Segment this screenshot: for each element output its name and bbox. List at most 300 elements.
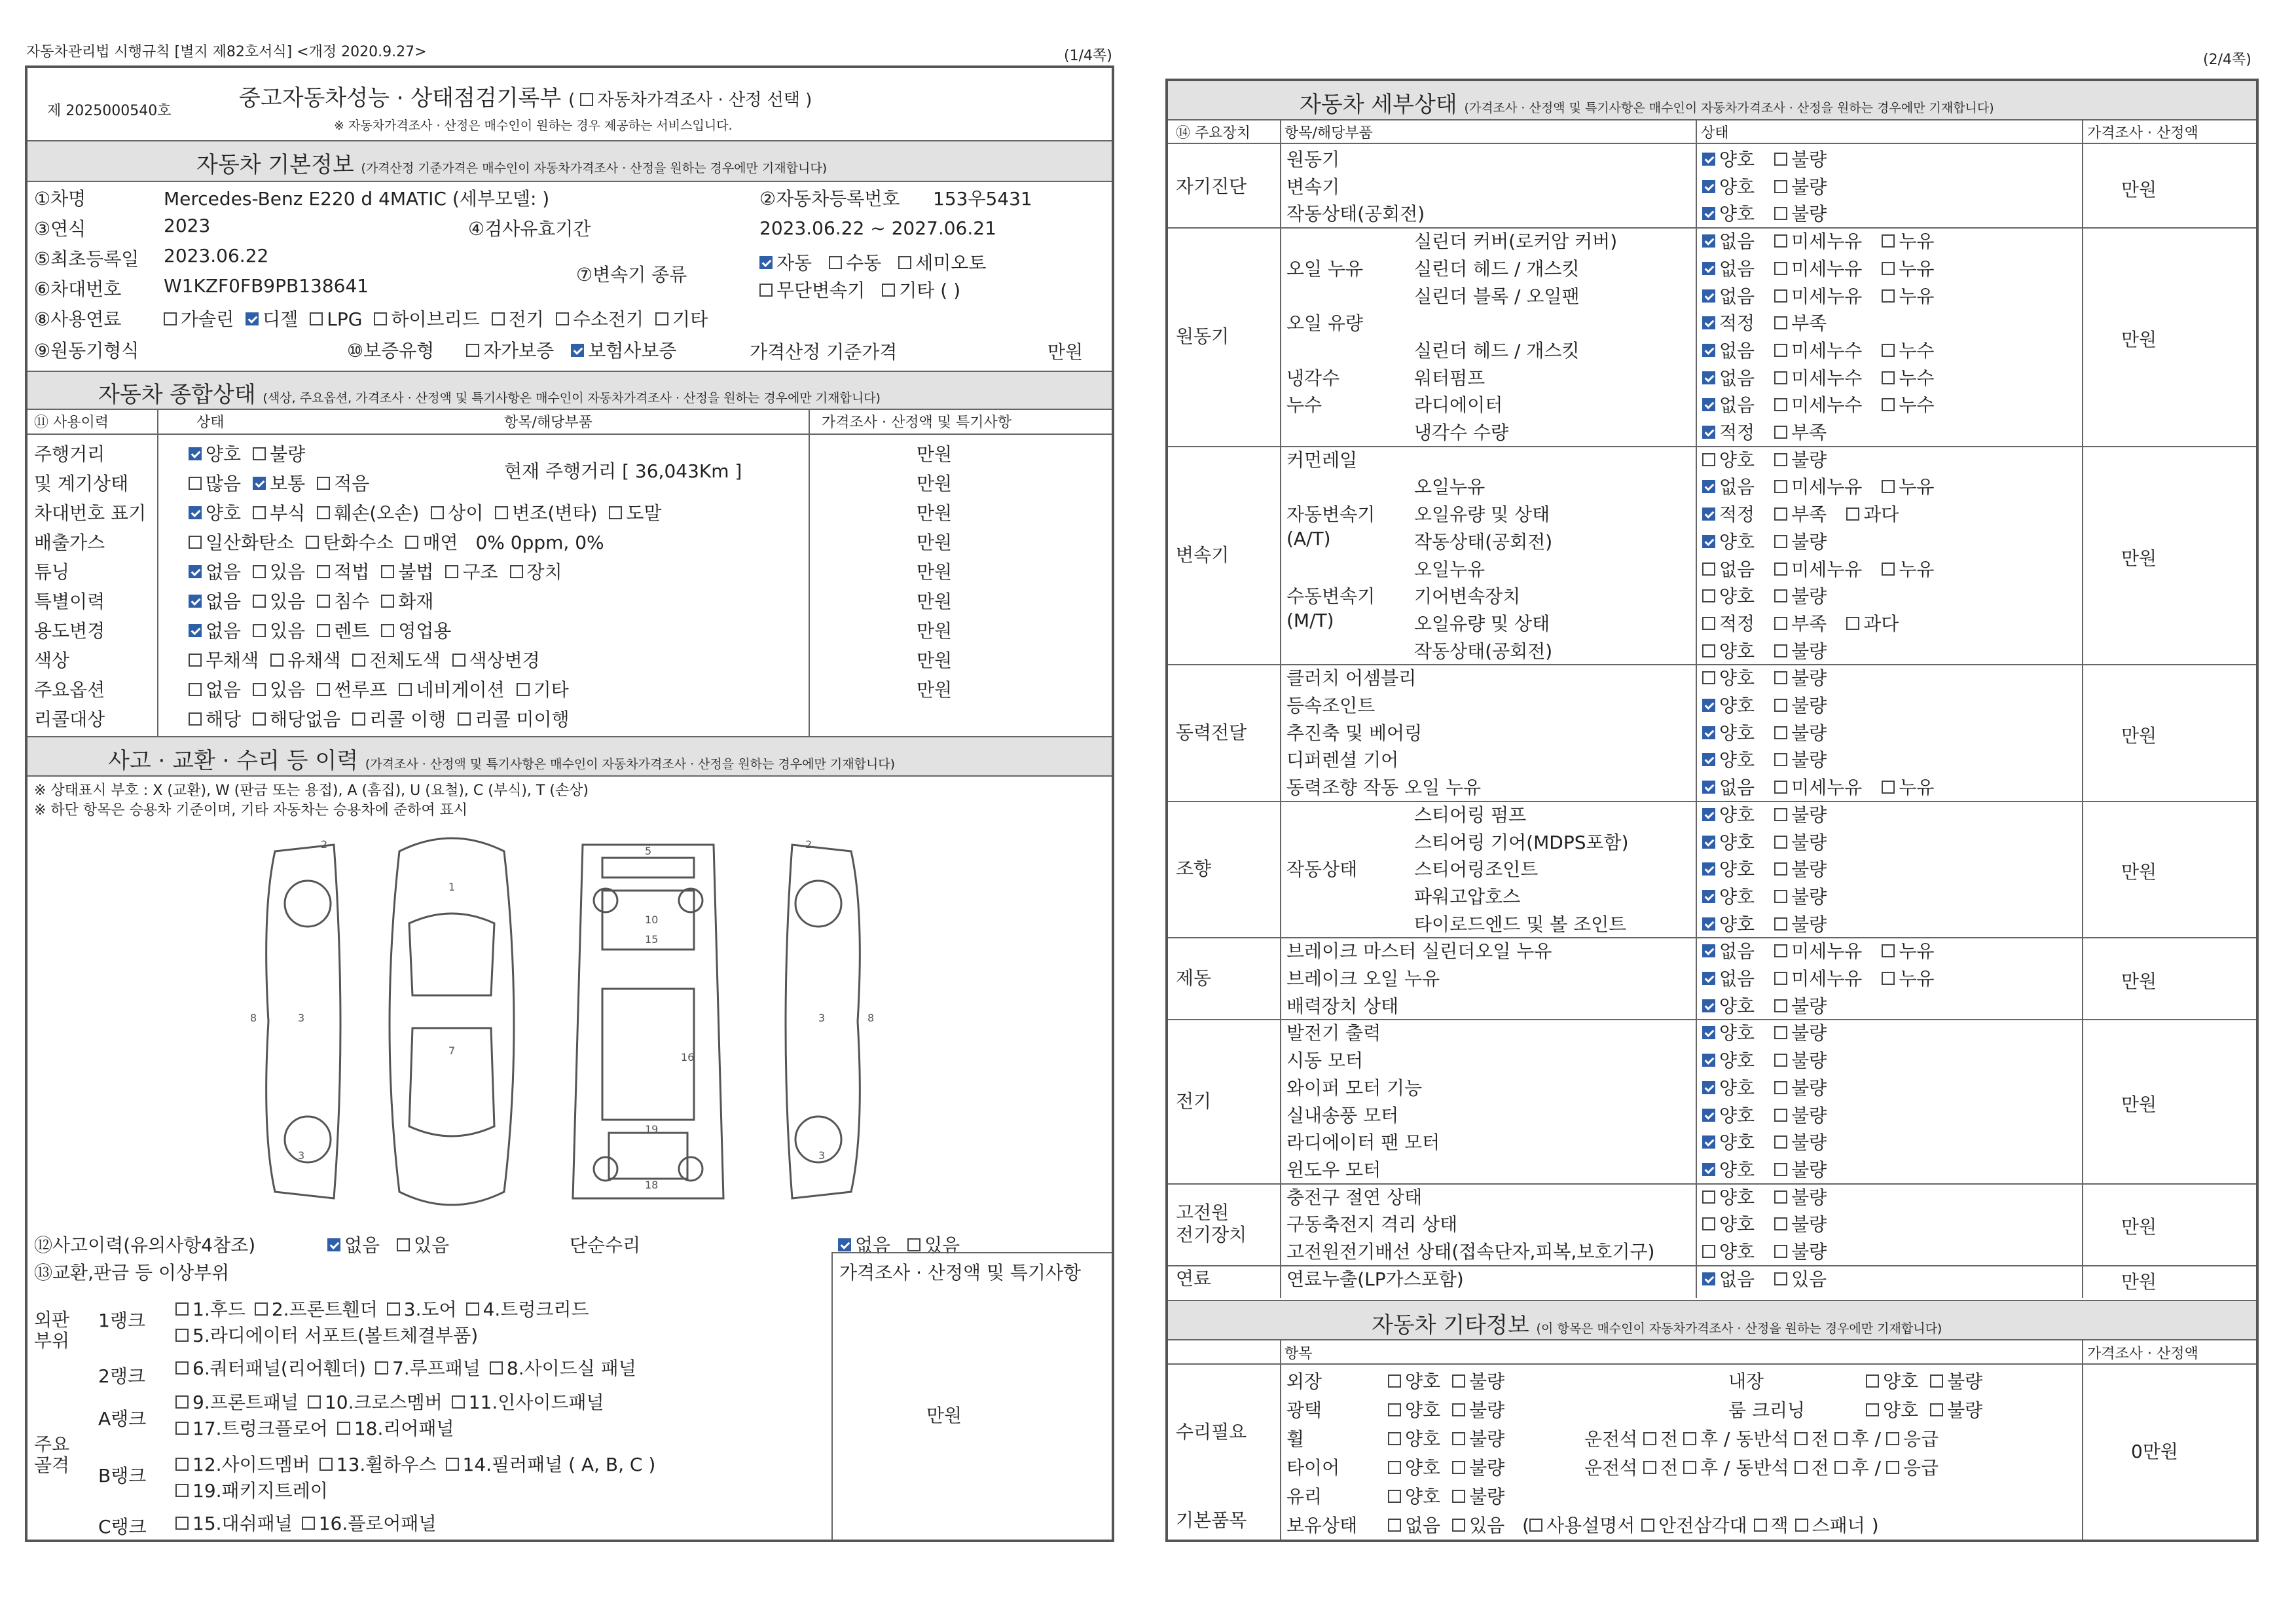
- fuel-option[interactable]: [374, 308, 479, 330]
- checkbox-icon[interactable]: [1452, 1490, 1465, 1503]
- detail-status-option[interactable]: [1774, 1105, 1827, 1126]
- checkbox-icon[interactable]: [1882, 262, 1895, 275]
- detail-status-option[interactable]: [1882, 340, 1934, 361]
- detail-status-option[interactable]: [1702, 258, 1755, 280]
- checkbox-icon[interactable]: [1774, 480, 1787, 493]
- overall-option[interactable]: [317, 561, 369, 583]
- fuel-option[interactable]: [164, 308, 234, 330]
- checkbox-icon[interactable]: [1702, 1272, 1715, 1285]
- transmission-option[interactable]: [829, 252, 881, 274]
- checkbox-icon[interactable]: [399, 683, 412, 696]
- checkbox-icon[interactable]: [517, 683, 530, 696]
- position-option[interactable]: [1683, 1457, 1789, 1479]
- fuel-option[interactable]: [492, 308, 544, 330]
- detail-status-option[interactable]: [1702, 749, 1755, 771]
- checkbox-icon[interactable]: [189, 536, 202, 549]
- checkbox-icon[interactable]: [1641, 1519, 1654, 1532]
- checkbox-icon[interactable]: [189, 683, 202, 696]
- checkbox-icon[interactable]: [189, 624, 202, 637]
- checkbox-icon[interactable]: [1774, 726, 1787, 739]
- checkbox-icon[interactable]: [1683, 1432, 1696, 1445]
- overall-option[interactable]: [189, 443, 241, 465]
- detail-status-option[interactable]: [1774, 149, 1827, 170]
- checkbox-icon[interactable]: [1702, 153, 1715, 166]
- checkbox-icon[interactable]: [1754, 1519, 1767, 1532]
- checkbox-icon[interactable]: [466, 1302, 479, 1316]
- checkbox-icon[interactable]: [317, 624, 330, 637]
- other-option[interactable]: [1388, 1486, 1440, 1507]
- detail-status-option[interactable]: [1774, 476, 1862, 498]
- checkbox-icon[interactable]: [1774, 398, 1787, 411]
- checkbox-icon[interactable]: [1702, 781, 1715, 794]
- checkbox-icon[interactable]: [446, 1458, 459, 1471]
- overall-option[interactable]: [517, 679, 569, 701]
- checkbox-icon[interactable]: [1882, 781, 1895, 794]
- detail-status-option[interactable]: [1702, 559, 1755, 580]
- detail-status-option[interactable]: [1774, 203, 1827, 225]
- checkbox-icon[interactable]: [175, 1517, 189, 1530]
- checkbox-icon[interactable]: [1702, 426, 1715, 439]
- overall-option[interactable]: [317, 473, 369, 494]
- overall-option[interactable]: [317, 679, 387, 701]
- detail-status-option[interactable]: [1774, 777, 1862, 798]
- fuel-option[interactable]: [556, 308, 644, 330]
- checkbox-icon[interactable]: [1702, 1217, 1715, 1230]
- checkbox-icon[interactable]: [189, 447, 202, 460]
- checkbox-icon[interactable]: [1774, 917, 1787, 931]
- checkbox-icon[interactable]: [1702, 1245, 1715, 1258]
- overall-option[interactable]: [381, 561, 433, 583]
- checkbox-icon[interactable]: [1774, 836, 1787, 849]
- checkbox-icon[interactable]: [1774, 1026, 1787, 1039]
- position-option[interactable]: [1886, 1457, 1939, 1479]
- checkbox-icon[interactable]: [1643, 1461, 1656, 1474]
- checkbox-icon[interactable]: [317, 477, 330, 490]
- checkbox-icon[interactable]: [490, 1361, 503, 1375]
- detail-status-option[interactable]: [1774, 559, 1862, 580]
- part-option[interactable]: [466, 1299, 589, 1320]
- position-option[interactable]: [1795, 1457, 1829, 1479]
- checkbox-icon[interactable]: [1774, 781, 1787, 794]
- detail-status-option[interactable]: [1774, 422, 1827, 443]
- detail-status-option[interactable]: [1702, 1105, 1755, 1126]
- overall-option[interactable]: [270, 650, 340, 671]
- detail-status-option[interactable]: [1702, 1187, 1755, 1208]
- detail-status-option[interactable]: [1702, 394, 1755, 416]
- checkbox-icon[interactable]: [175, 1395, 189, 1409]
- checkbox-icon[interactable]: [1388, 1375, 1401, 1388]
- checkbox-icon[interactable]: [270, 654, 283, 667]
- detail-status-option[interactable]: [1702, 367, 1755, 389]
- detail-status-option[interactable]: [1702, 149, 1755, 170]
- overall-option[interactable]: [189, 502, 241, 524]
- other-option[interactable]: [1388, 1428, 1440, 1450]
- detail-status-option[interactable]: [1702, 231, 1755, 252]
- detail-status-option[interactable]: [1882, 476, 1934, 498]
- checkbox-icon[interactable]: [452, 1395, 465, 1409]
- part-option[interactable]: [308, 1392, 443, 1413]
- checkbox-icon[interactable]: [1866, 1403, 1879, 1416]
- overall-option[interactable]: [253, 561, 305, 583]
- checkbox-icon[interactable]: [445, 565, 458, 578]
- overall-option[interactable]: [189, 532, 294, 553]
- checkbox-icon[interactable]: [1388, 1432, 1401, 1445]
- detail-status-option[interactable]: [1774, 1187, 1827, 1208]
- checkbox-icon[interactable]: [253, 477, 266, 490]
- overall-option[interactable]: [253, 709, 340, 730]
- checkbox-icon[interactable]: [1774, 289, 1787, 303]
- detail-status-option[interactable]: [1774, 312, 1827, 334]
- checkbox-icon[interactable]: [1702, 1190, 1715, 1204]
- detail-status-option[interactable]: [1882, 231, 1934, 252]
- checkbox-icon[interactable]: [1388, 1461, 1401, 1474]
- checkbox-icon[interactable]: [352, 712, 365, 726]
- checkbox-icon[interactable]: [1452, 1519, 1465, 1532]
- checkbox-icon[interactable]: [1774, 1109, 1787, 1122]
- part-option[interactable]: [446, 1454, 656, 1475]
- detail-status-option[interactable]: [1774, 640, 1827, 662]
- detail-status-option[interactable]: [1882, 258, 1934, 280]
- detail-status-option[interactable]: [1702, 1132, 1755, 1153]
- checkbox-icon[interactable]: [1774, 1163, 1787, 1176]
- overall-option[interactable]: [399, 679, 504, 701]
- checkbox-icon[interactable]: [1702, 398, 1715, 411]
- checkbox-icon[interactable]: [255, 1302, 268, 1316]
- overall-option[interactable]: [609, 502, 661, 524]
- checkbox-icon[interactable]: [1882, 972, 1895, 985]
- position-option[interactable]: [1834, 1428, 1881, 1450]
- overall-option[interactable]: [381, 620, 451, 642]
- checkbox-icon[interactable]: [1774, 426, 1787, 439]
- detail-status-option[interactable]: [1702, 913, 1755, 935]
- transmission-option[interactable]: [882, 280, 960, 301]
- detail-status-option[interactable]: [1774, 1268, 1827, 1290]
- checkbox-icon[interactable]: [317, 683, 330, 696]
- detail-status-option[interactable]: [1774, 968, 1862, 989]
- overall-option[interactable]: [317, 502, 419, 524]
- part-option[interactable]: [175, 1325, 478, 1346]
- detail-status-option[interactable]: [1882, 394, 1934, 416]
- overall-option[interactable]: [189, 591, 241, 612]
- warranty-option[interactable]: [466, 340, 554, 361]
- detail-status-option[interactable]: [1774, 722, 1827, 744]
- checkbox-icon[interactable]: [1702, 972, 1715, 985]
- overall-option[interactable]: [253, 502, 305, 524]
- overall-option[interactable]: [495, 502, 597, 524]
- checkbox-icon[interactable]: [253, 595, 266, 608]
- overall-option[interactable]: [381, 591, 433, 612]
- checkbox-icon[interactable]: [317, 595, 330, 608]
- detail-status-option[interactable]: [1702, 1213, 1755, 1235]
- checkbox-icon[interactable]: [495, 506, 508, 519]
- possession-option[interactable]: [1795, 1515, 1865, 1536]
- checkbox-icon[interactable]: [1774, 890, 1787, 903]
- checkbox-icon[interactable]: [1702, 944, 1715, 957]
- detail-status-option[interactable]: [1774, 340, 1862, 361]
- detail-status-option[interactable]: [1774, 667, 1827, 689]
- part-option[interactable]: [337, 1418, 454, 1439]
- checkbox-icon[interactable]: [1774, 234, 1787, 248]
- detail-status-option[interactable]: [1702, 531, 1755, 553]
- checkbox-icon[interactable]: [1702, 180, 1715, 193]
- checkbox-icon[interactable]: [352, 654, 365, 667]
- checkbox-icon[interactable]: [1702, 999, 1715, 1012]
- checkbox-icon[interactable]: [1702, 371, 1715, 384]
- checkbox-icon[interactable]: [1702, 617, 1715, 630]
- checkbox-icon[interactable]: [175, 1484, 189, 1497]
- checkbox-icon[interactable]: [1643, 1432, 1656, 1445]
- checkbox-icon[interactable]: [253, 624, 266, 637]
- checkbox-icon[interactable]: [1702, 1026, 1715, 1039]
- other-option[interactable]: [1452, 1399, 1504, 1421]
- checkbox-icon[interactable]: [1774, 999, 1787, 1012]
- detail-status-option[interactable]: [1702, 695, 1755, 716]
- checkbox-icon[interactable]: [175, 1361, 189, 1375]
- part-option[interactable]: [375, 1357, 481, 1379]
- checkbox-icon[interactable]: [1702, 1163, 1715, 1176]
- checkbox-icon[interactable]: [1774, 453, 1787, 466]
- checkbox-icon[interactable]: [1886, 1432, 1899, 1445]
- overall-option[interactable]: [253, 620, 305, 642]
- checkbox-icon[interactable]: [1774, 671, 1787, 684]
- checkbox-icon[interactable]: [1846, 617, 1859, 630]
- detail-status-option[interactable]: [1774, 940, 1862, 962]
- checkbox-icon[interactable]: [452, 654, 465, 667]
- warranty-option[interactable]: [571, 340, 676, 361]
- detail-status-option[interactable]: [1774, 1077, 1827, 1099]
- overall-option[interactable]: [352, 709, 446, 730]
- transmission-option[interactable]: [898, 252, 986, 274]
- detail-status-option[interactable]: [1774, 695, 1827, 716]
- detail-status-option[interactable]: [1702, 1022, 1755, 1044]
- checkbox-icon[interactable]: [253, 565, 266, 578]
- checkbox-icon[interactable]: [405, 536, 418, 549]
- detail-status-option[interactable]: [1846, 613, 1899, 635]
- checkbox-icon[interactable]: [1702, 1081, 1715, 1094]
- detail-status-option[interactable]: [1702, 449, 1755, 471]
- detail-status-option[interactable]: [1702, 203, 1755, 225]
- checkbox-icon[interactable]: [1702, 234, 1715, 248]
- checkbox-icon[interactable]: [1882, 289, 1895, 303]
- checkbox-icon[interactable]: [1702, 808, 1715, 821]
- part-option[interactable]: [255, 1299, 378, 1320]
- checkbox-icon[interactable]: [1702, 671, 1715, 684]
- detail-status-option[interactable]: [1846, 504, 1899, 525]
- overall-option[interactable]: [306, 532, 393, 553]
- detail-status-option[interactable]: [1882, 940, 1934, 962]
- checkbox-icon[interactable]: [308, 1395, 321, 1409]
- checkbox-icon[interactable]: [317, 506, 330, 519]
- checkbox-icon[interactable]: [1388, 1490, 1401, 1503]
- checkbox-icon[interactable]: [1774, 753, 1787, 766]
- possession-option[interactable]: [1754, 1515, 1789, 1536]
- detail-status-option[interactable]: [1702, 640, 1755, 662]
- checkbox-icon[interactable]: [1774, 1190, 1787, 1204]
- detail-status-option[interactable]: [1702, 176, 1755, 198]
- checkbox-icon[interactable]: [571, 344, 584, 357]
- checkbox-icon[interactable]: [1774, 1054, 1787, 1067]
- detail-status-option[interactable]: [1702, 1050, 1755, 1071]
- other-option[interactable]: [1452, 1486, 1504, 1507]
- overall-option[interactable]: [189, 561, 241, 583]
- detail-status-option[interactable]: [1702, 940, 1755, 962]
- part-option[interactable]: [175, 1299, 246, 1320]
- checkbox-icon[interactable]: [1702, 699, 1715, 712]
- position-option[interactable]: [1795, 1428, 1829, 1450]
- checkbox-icon[interactable]: [1702, 207, 1715, 220]
- detail-status-option[interactable]: [1774, 886, 1827, 908]
- checkbox-icon[interactable]: [175, 1422, 189, 1435]
- checkbox-icon[interactable]: [381, 565, 394, 578]
- detail-status-option[interactable]: [1702, 613, 1755, 635]
- checkbox-icon[interactable]: [1452, 1461, 1465, 1474]
- detail-status-option[interactable]: [1774, 1132, 1827, 1153]
- detail-status-option[interactable]: [1702, 968, 1755, 989]
- checkbox-icon[interactable]: [1388, 1403, 1401, 1416]
- overall-option[interactable]: [253, 591, 305, 612]
- overall-option[interactable]: [189, 620, 241, 642]
- detail-status-option[interactable]: [1882, 559, 1934, 580]
- checkbox-icon[interactable]: [306, 536, 319, 549]
- checkbox-icon[interactable]: [397, 1238, 410, 1251]
- possession-option[interactable]: [1641, 1515, 1747, 1536]
- checkbox-icon[interactable]: [1774, 699, 1787, 712]
- checkbox-icon[interactable]: [1452, 1403, 1465, 1416]
- fuel-option[interactable]: [655, 308, 708, 330]
- fuel-option[interactable]: [246, 308, 298, 330]
- checkbox-icon[interactable]: [1834, 1461, 1848, 1474]
- other-option[interactable]: [1930, 1371, 1982, 1392]
- checkbox-icon[interactable]: [829, 256, 842, 269]
- checkbox-icon[interactable]: [1866, 1375, 1879, 1388]
- checkbox-icon[interactable]: [1774, 644, 1787, 657]
- checkbox-icon[interactable]: [431, 506, 444, 519]
- checkbox-icon[interactable]: [1774, 316, 1787, 329]
- checkbox-icon[interactable]: [1886, 1461, 1899, 1474]
- checkbox-icon[interactable]: [1702, 262, 1715, 275]
- checkbox-icon[interactable]: [1774, 1245, 1787, 1258]
- detail-status-option[interactable]: [1774, 367, 1862, 389]
- checkbox-icon[interactable]: [609, 506, 622, 519]
- other-option[interactable]: [1452, 1371, 1504, 1392]
- detail-status-option[interactable]: [1774, 832, 1827, 853]
- checkbox-icon[interactable]: [1882, 371, 1895, 384]
- overall-option[interactable]: [189, 650, 259, 671]
- checkbox-icon[interactable]: [317, 565, 330, 578]
- checkbox-icon[interactable]: [381, 624, 394, 637]
- overall-option[interactable]: [253, 679, 305, 701]
- checkbox-icon[interactable]: [175, 1458, 189, 1471]
- position-option[interactable]: [1643, 1428, 1678, 1450]
- overall-option[interactable]: [253, 473, 305, 494]
- overall-option[interactable]: [452, 650, 540, 671]
- other-option[interactable]: [1388, 1399, 1440, 1421]
- overall-option[interactable]: [458, 709, 569, 730]
- checkbox-icon[interactable]: [1529, 1519, 1542, 1532]
- checkbox-icon[interactable]: [1774, 153, 1787, 166]
- detail-status-option[interactable]: [1774, 1022, 1827, 1044]
- detail-status-option[interactable]: [1774, 1159, 1827, 1181]
- fuel-option[interactable]: [310, 308, 362, 330]
- detail-status-option[interactable]: [1774, 504, 1827, 525]
- checkbox-icon[interactable]: [1774, 207, 1787, 220]
- other-option[interactable]: [1452, 1457, 1504, 1479]
- detail-status-option[interactable]: [1702, 476, 1755, 498]
- checkbox-icon[interactable]: [759, 256, 773, 269]
- detail-status-option[interactable]: [1702, 585, 1755, 607]
- checkbox-icon[interactable]: [1882, 344, 1895, 357]
- detail-status-option[interactable]: [1882, 286, 1934, 307]
- part-option[interactable]: [175, 1480, 328, 1502]
- checkbox-icon[interactable]: [253, 712, 266, 726]
- checkbox-icon[interactable]: [1702, 726, 1715, 739]
- position-option[interactable]: [1643, 1457, 1678, 1479]
- overall-option[interactable]: [510, 561, 562, 583]
- checkbox-icon[interactable]: [838, 1238, 851, 1251]
- checkbox-icon[interactable]: [759, 284, 773, 297]
- position-option[interactable]: [1683, 1428, 1789, 1450]
- checkbox-icon[interactable]: [337, 1422, 350, 1435]
- checkbox-icon[interactable]: [1774, 371, 1787, 384]
- checkbox-icon[interactable]: [189, 506, 202, 519]
- checkbox-icon[interactable]: [466, 344, 479, 357]
- detail-status-option[interactable]: [1774, 804, 1827, 826]
- other-option[interactable]: [1452, 1428, 1504, 1450]
- checkbox-icon[interactable]: [1774, 262, 1787, 275]
- other-option[interactable]: [1866, 1399, 1918, 1421]
- other-option[interactable]: [1452, 1515, 1504, 1536]
- checkbox-icon[interactable]: [189, 712, 202, 726]
- checkbox-icon[interactable]: [1702, 289, 1715, 303]
- checkbox-icon[interactable]: [1774, 1272, 1787, 1285]
- overall-option[interactable]: [405, 532, 458, 553]
- overall-option[interactable]: [317, 620, 369, 642]
- checkbox-icon[interactable]: [327, 1238, 340, 1251]
- checkbox-icon[interactable]: [1702, 453, 1715, 466]
- checkbox-icon[interactable]: [1795, 1519, 1808, 1532]
- detail-status-option[interactable]: [1774, 231, 1862, 252]
- checkbox-icon[interactable]: [1774, 972, 1787, 985]
- checkbox-icon[interactable]: [655, 312, 668, 325]
- checkbox-icon[interactable]: [1388, 1519, 1401, 1532]
- overall-option[interactable]: [189, 709, 241, 730]
- detail-status-option[interactable]: [1882, 367, 1934, 389]
- detail-status-option[interactable]: [1774, 1050, 1827, 1071]
- checkbox-icon[interactable]: [1702, 1135, 1715, 1149]
- possession-option[interactable]: [1529, 1515, 1635, 1536]
- price-survey-checkbox[interactable]: [580, 93, 593, 106]
- detail-status-option[interactable]: [1702, 1159, 1755, 1181]
- part-option[interactable]: [302, 1513, 437, 1534]
- checkbox-icon[interactable]: [1702, 644, 1715, 657]
- checkbox-icon[interactable]: [1774, 563, 1787, 576]
- checkbox-icon[interactable]: [1774, 535, 1787, 548]
- overall-option[interactable]: [317, 591, 369, 612]
- checkbox-icon[interactable]: [319, 1458, 333, 1471]
- checkbox-icon[interactable]: [1702, 535, 1715, 548]
- accident-option[interactable]: [397, 1234, 449, 1256]
- detail-status-option[interactable]: [1774, 258, 1862, 280]
- detail-status-option[interactable]: [1702, 777, 1755, 798]
- part-option[interactable]: [175, 1392, 299, 1413]
- detail-status-option[interactable]: [1702, 340, 1755, 361]
- detail-status-option[interactable]: [1702, 886, 1755, 908]
- accident-option[interactable]: [327, 1234, 380, 1256]
- detail-status-option[interactable]: [1702, 422, 1755, 443]
- checkbox-icon[interactable]: [1930, 1375, 1943, 1388]
- checkbox-icon[interactable]: [1702, 589, 1715, 602]
- checkbox-icon[interactable]: [458, 712, 471, 726]
